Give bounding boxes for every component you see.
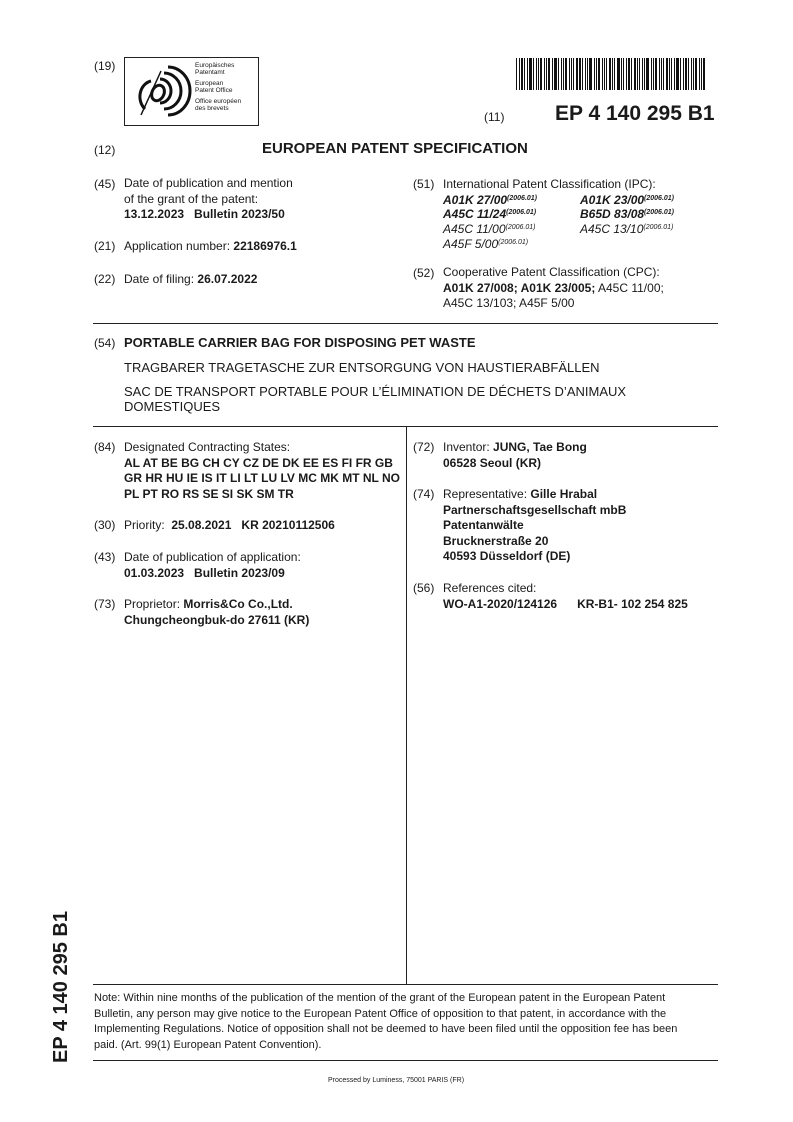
designated-states-line3: PL PT RO RS SE SI SK SM TR [124,486,294,501]
title-fr-line2: DOMESTIQUES [124,399,221,414]
barcode-bar [688,58,689,90]
inid-code-74: (74) [413,487,435,501]
barcode-bar [558,58,559,90]
application-number-label: Application number: [124,239,231,253]
barcode-bar [576,58,578,90]
barcode-bar [521,58,523,90]
barcode-bar [642,58,643,90]
barcode-bar [628,58,630,90]
designated-states-label: Designated Contracting States: [124,440,291,454]
proprietor-name: Morris&Co Co.,Ltd. [183,597,293,611]
ipc-code-2: A01K $23/00^{(2006.01)}$ [580,193,675,207]
barcode-bar [703,58,705,90]
barcode-bar [598,58,600,90]
barcode-bar [661,58,662,90]
opposition-note [94,991,718,1053]
representative-line3: Brucknerstraße 20 [443,533,549,548]
document-type: EUROPEAN PATENT SPECIFICATION [262,140,528,157]
divider-3 [93,984,718,985]
barcode-bar [637,58,638,90]
inid-code-21: (21) [94,239,116,253]
barcode-bar [695,58,697,90]
barcode-bar [604,58,605,90]
barcode-bar [554,58,557,90]
barcode-bar [623,58,624,90]
inventor-address: 06528 Seoul (KR) [443,455,542,470]
ipc-label: International Patent Classification (IPC): [443,177,656,191]
representative-line1: Partnerschaftsgesellschaft mbB [443,502,627,517]
barcode-bar [612,58,613,90]
reference-2: KR-B1- 102 254 825 [577,596,688,611]
application-publication-field [124,550,301,581]
barcode-bar [561,58,562,90]
application-publication-value: 01.03.2023 Bulletin 2023/09 [124,565,285,580]
office-name-de-2: Patentamt [195,69,225,76]
title-de: TRAGBARER TRAGETASCHE ZUR ENTSORGUNG VON HAUSTIERABFÄLLEN [124,360,600,375]
cpc-codes-rest: A45C 11/00; [595,280,664,295]
barcode-bar [691,58,692,90]
ipc-code-7: A45F $5/00^{(2006.01)}$ [443,237,529,251]
priority-field [124,518,335,532]
filing-date-value: 26.07.2022 [197,272,258,286]
barcode-bar [529,58,532,90]
ipc-code-6: A45C $13/10^{(2006.01)}$ [580,222,674,236]
references-field [443,581,688,612]
divider-4 [93,1060,718,1061]
designated-states-line2: GR HR HU IE IS IT LI LT LU LV MC MK MT NL NO [124,471,400,485]
barcode-bar [585,58,586,90]
filing-date-field [124,272,257,286]
barcode-bar [646,58,649,90]
reference-1: WO-A1-2020/124126 [443,596,558,611]
spine-publication-number: EP 4 140 295 B1 [50,911,72,1063]
filing-date-label: Date of filing: [124,272,195,286]
barcode-bar [685,58,687,90]
priority-value: 25.08.2021 KR 20210112506 [171,518,335,532]
office-name-de-1: Europäisches [195,62,235,69]
ipc-code-4: B65D $83/08^{(2006.01)}$ [580,207,675,221]
barcode-bar [538,58,539,90]
barcode-bar [573,58,574,90]
inid-code-52: (52) [413,266,435,280]
representative-name: Gille Hrabal [530,487,598,501]
epo-logo [124,57,259,126]
title-en: PORTABLE CARRIER BAG FOR DISPOSING PET WASTE [124,335,476,350]
inid-code-11: (11) [484,110,505,124]
grant-label-2: of the grant of the patent: [124,191,259,206]
barcode-bar [634,58,636,90]
barcode-bar [631,58,632,90]
publication-number: EP 4 140 295 B1 [555,102,715,125]
barcode [516,58,716,90]
barcode-bar [587,58,588,90]
application-number-field [124,239,297,253]
ipc-code-1: A01K $27/00^{(2006.01)}$ [443,193,538,207]
barcode-bar [589,58,592,90]
barcode-bar [527,58,528,90]
barcode-bar [519,58,520,90]
processed-by: Processed by Luminess, 75001 PARIS (FR) [328,1077,465,1084]
ipc-code-5: A45C $11/00^{(2006.01)}$ [443,222,536,236]
cpc-field [443,265,664,312]
inid-code-84: (84) [94,440,116,454]
barcode-bar [621,58,622,90]
barcode-bar [651,58,652,90]
cpc-codes-bold: A01K 27/008; A01K 23/005; [443,280,596,295]
barcode-bar [655,58,657,90]
barcode-bar [609,58,611,90]
inid-code-22: (22) [94,272,116,286]
barcode-bar [602,58,603,90]
barcode-bar [669,58,670,90]
note-line2: Bulletin, any person may give notice to the European Patent Office of opposition to that patent, in accordance with the [94,1007,667,1020]
barcode-bar [533,58,534,90]
representative-line4: 40593 Düsseldorf (DE) [443,549,571,563]
inid-code-51: (51) [413,177,435,191]
ipc-code-3: A45C $11/24^{(2006.01)}$ [443,207,537,221]
barcode-bar [594,58,595,90]
office-name-fr-2: des brevets [195,105,229,112]
barcode-bar [552,58,553,90]
barcode-bar [544,58,545,90]
representative-label: Representative: [443,487,528,501]
barcode-bar [663,58,664,90]
barcode-bar [596,58,597,90]
application-number-value: 22186976.1 [233,239,297,253]
inid-code-72: (72) [413,440,435,454]
inid-code-43: (43) [94,550,116,564]
barcode-bar [617,58,620,90]
barcode-bar [606,58,607,90]
barcode-bar [680,58,681,90]
grant-label-1: Date of publication and mention [124,176,293,190]
barcode-bar [671,58,672,90]
inventor-label: Inventor: [443,440,490,454]
office-name [195,62,241,112]
designated-states-field [124,440,400,502]
proprietor-label: Proprietor: [124,597,181,611]
proprietor-field [124,597,309,628]
application-publication-label: Date of publication of application: [124,550,301,564]
note-line1: Note: Within nine months of the publication of the mention of the grant of the European patent in the European Patent [94,992,666,1004]
barcode-bar [579,58,581,90]
inid-code-12: (12) [94,143,116,157]
note-line4: paid. (Art. 99(1) European Patent Convention). [94,1038,322,1051]
divider-1 [93,323,718,324]
barcode-bar [516,58,517,90]
inid-code-30: (30) [94,518,116,532]
cpc-label: Cooperative Patent Classification (CPC): [443,265,660,279]
barcode-bar [569,58,570,90]
grant-date-value: 13.12.2023 Bulletin 2023/50 [124,207,285,221]
inid-code-56: (56) [413,581,435,595]
barcode-bar [565,58,567,90]
barcode-bar [639,58,640,90]
barcode-bar [614,58,615,90]
office-name-en-2: Patent Office [195,87,233,94]
epo-emblem-icon [131,61,193,121]
designated-states-line1: AL AT BE BG CH CY CZ DE DK EE ES FI FR GB [124,455,393,470]
barcode-bar [582,58,583,90]
representative-field [443,487,626,565]
barcode-bar [524,58,525,90]
office-name-fr-1: Office européen [195,98,242,105]
barcode-bar [699,58,700,90]
column-divider [406,427,407,984]
representative-line2: Patentanwälte [443,518,524,532]
barcode-bar [701,58,702,90]
office-name-en-1: European [195,80,224,87]
priority-label: Priority: [124,518,165,532]
inid-code-73: (73) [94,597,116,611]
barcode-bar [571,58,572,90]
title-fr [124,384,626,414]
barcode-bar [666,58,668,90]
proprietor-address: Chungcheongbuk-do 27611 (KR) [124,612,310,627]
barcode-bar [546,58,547,90]
note-line3: Implementing Regulations. Notice of opposition shall not be deemed to have been filed until the opposition fee has been [94,1023,678,1035]
barcode-bar [653,58,654,90]
barcode-bar [693,58,694,90]
barcode-bar [548,58,550,90]
barcode-bar [540,58,542,90]
title-fr-line1: SAC DE TRANSPORT PORTABLE POUR L’ÉLIMINATION DE DÉCHETS D’ANIMAUX [124,384,627,399]
cpc-codes-line2: A45C 13/103; A45F 5/00 [443,296,575,310]
grant-publication-field [124,176,293,223]
inid-code-45: (45) [94,177,116,191]
barcode-bar [536,58,537,90]
inid-code-19: (19) [94,59,116,73]
barcode-bar [626,58,627,90]
barcode-bar [644,58,645,90]
references-label: References cited: [443,581,537,595]
inventor-name: JUNG, Tae Bong [493,440,587,454]
barcode-bar [674,58,675,90]
inventor-field [443,440,587,471]
barcode-bar [659,58,660,90]
barcode-bar [676,58,679,90]
barcode-bar [563,58,564,90]
barcode-bar [683,58,684,90]
inid-code-54: (54) [94,336,116,350]
